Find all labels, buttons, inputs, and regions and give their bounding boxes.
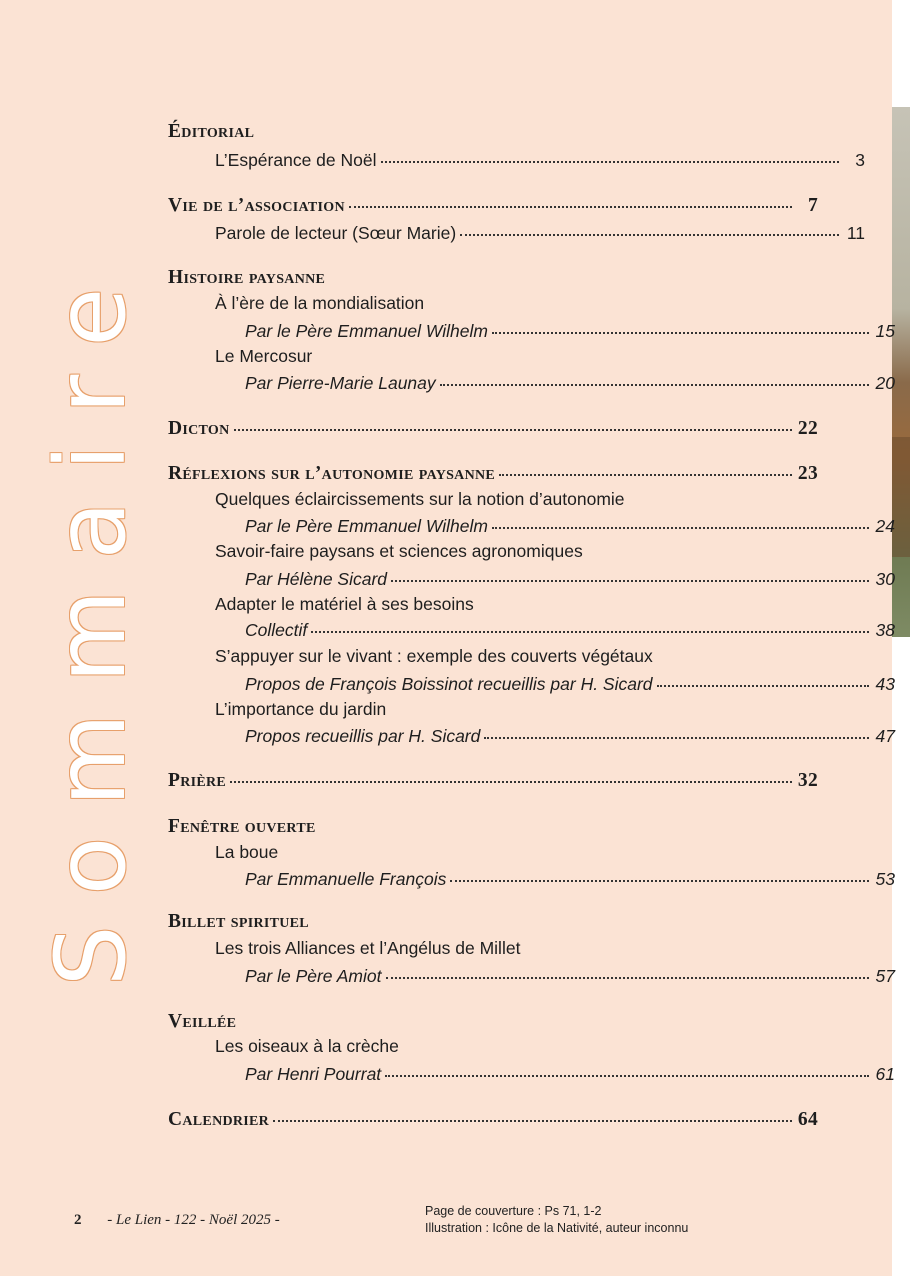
toc-row [168,936,865,960]
magazine-issue: - Le Lien - 122 - Noël 2025 - [107,1212,280,1228]
section-title: Vie de l’association [168,195,345,216]
section-title: Dicton [168,418,230,439]
page-ref: 53 [875,869,895,889]
toc-row [168,697,865,721]
leader-dots [391,579,869,582]
leader-dots [450,879,869,882]
page-ref: 7 [807,195,818,216]
toc-row [168,344,865,368]
page-ref: 32 [797,770,818,791]
page-ref: 24 [875,516,895,536]
section-title: Veillée [168,1011,237,1032]
toc-row [168,194,818,218]
toc-row [168,964,895,988]
author-line: Collectif [245,620,308,640]
leader-dots [657,684,869,687]
page-ref: 38 [875,620,895,640]
toc-row [168,1108,818,1132]
toc-row [168,769,818,793]
toc-row [168,417,818,441]
page-edge [892,0,910,107]
article-title: S’appuyer sur le vivant : exemple des couverts végétaux [215,646,653,666]
toc-row [168,724,895,748]
leader-dots [492,526,869,529]
toc-row [168,672,895,696]
leader-dots [381,160,840,163]
toc-row [168,266,818,290]
section-title: Réflexions sur l’autonomie paysanne [168,463,496,484]
toc-row [168,840,865,864]
author-line: Par le Père Amiot [245,966,382,986]
section-title: Prière [168,770,227,791]
page-ref: 61 [875,1064,895,1084]
page-ref: 15 [875,321,895,341]
author-line: Propos de François Boissinot recueillis par H. Sicard [245,674,653,694]
leader-dots [349,205,792,208]
toc-row [168,618,895,642]
author-line: Propos recueillis par H. Sicard [245,726,481,746]
page-ref: 43 [875,674,895,694]
toc-row [168,319,895,343]
page-ref: 11 [846,223,865,243]
toc-row [168,221,865,245]
toc-row [168,539,865,563]
page-ref: 57 [875,966,895,986]
toc-row [168,291,865,315]
article-title: La boue [215,842,279,862]
toc-row [168,462,818,486]
article-title: Les trois Alliances et l’Angélus de Millet [215,938,521,958]
article-title: Savoir-faire paysans et sciences agronomiques [215,541,583,561]
author-line: Par Pierre-Marie Launay [245,373,436,393]
footer-left [74,1212,280,1229]
author-line: Par le Père Emmanuel Wilhelm [245,516,488,536]
article-title: L’importance du jardin [215,699,387,719]
page-ref: 47 [875,726,895,746]
article-title: Parole de lecteur (Sœur Marie) [215,223,457,243]
page-number: 2 [74,1212,82,1228]
leader-dots [484,736,869,739]
section-title: Billet spirituel [168,911,309,932]
page-ref: 3 [855,150,865,170]
leader-dots [230,780,792,783]
toc-row [168,644,865,668]
toc-row [168,592,865,616]
author-line: Par le Père Emmanuel Wilhelm [245,321,488,341]
page-ref: 64 [797,1109,818,1130]
toc-row [168,815,818,839]
article-title: Quelques éclaircissements sur la notion d’autonomie [215,489,625,509]
page-ref: 30 [875,569,895,589]
toc-row [168,1010,818,1034]
leader-dots [311,630,869,633]
article-title: Les oiseaux à la crèche [215,1036,399,1056]
toc-row [168,487,865,511]
page-ref: 22 [797,418,818,439]
tree-detail [892,437,910,557]
vertical-title: Sommaire [35,257,147,987]
toc-row [168,910,818,934]
leader-dots [460,233,839,236]
toc-row [168,514,895,538]
illustration-line: Illustration : Icône de la Nativité, auteur inconnu [425,1221,689,1235]
page-ref: 20 [875,373,895,393]
leader-dots [385,1074,869,1077]
leader-dots [499,473,792,476]
section-title: Fenêtre ouverte [168,816,316,837]
toc-row [168,148,865,172]
leader-dots [440,383,869,386]
toc-row [168,867,895,891]
section-title: Calendrier [168,1109,270,1130]
cover-line: Page de couverture : Ps 71, 1-2 [425,1204,602,1218]
author-line: Par Hélène Sicard [245,569,388,589]
author-line: Par Henri Pourrat [245,1064,382,1084]
cover-credits [425,1203,688,1237]
article-title: L’Espérance de Noël [215,150,377,170]
leader-dots [492,331,869,334]
article-title: À l’ère de la mondialisation [215,293,425,313]
section-title: Histoire paysanne [168,267,326,288]
leader-dots [386,976,870,979]
author-line: Par Emmanuelle François [245,869,447,889]
leader-dots [273,1119,792,1122]
leader-dots [234,428,792,431]
toc-row [168,371,895,395]
toc-row [168,1062,895,1086]
toc-row [168,567,895,591]
page-ref: 23 [797,463,818,484]
article-title: Le Mercosur [215,346,313,366]
section-title: Éditorial [168,121,255,142]
toc-row [168,1034,865,1058]
toc-row [168,120,818,144]
article-title: Adapter le matériel à ses besoins [215,594,474,614]
